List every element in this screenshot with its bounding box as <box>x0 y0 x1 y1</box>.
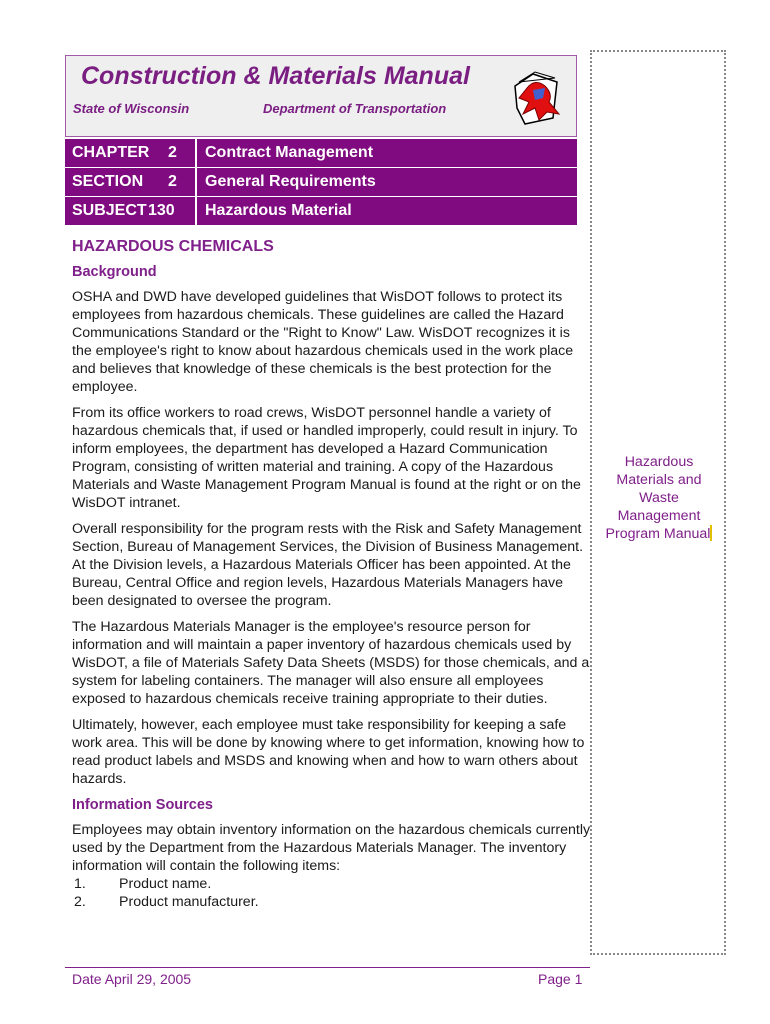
paragraph: Overall responsibility for the program rests with the Risk and Safety Management Section, Bureau of Management Services, the Division of Business Management. At the Division levels, a Hazardous Materials Officer has been appointed. At the Bureau, Central Office and region levels, Hazardous Materials Managers have been designated to oversee the program. <box>72 521 584 609</box>
paragraph: OSHA and DWD have developed guidelines that WisDOT follows to protect its employees from hazardous chemicals. These guidelines are called the Hazard Communications Standard or the "Right to Know" Law. WisDOT recognizes it is the employee's right to know about hazardous chemicals used in the work place and believes that knowledge of these chemicals is the best protection for the employee. <box>72 289 574 395</box>
section-number: 2 <box>168 173 177 190</box>
manual-header <box>65 55 577 137</box>
paragraph: The Hazardous Materials Manager is the employee's resource person for information and will maintain a paper inventory of hazardous chemicals used by WisDOT, a file of Materials Safety Data Sheets (MSDS) for those chemicals, and a system for labeling containers. The manager will also ensure all employees exposed to hazardous chemicals receive training appropriate to their duties. <box>72 619 590 707</box>
inventory-list <box>72 875 592 911</box>
manual-title: Construction & Materials Manual <box>81 62 470 90</box>
section-label: SECTION <box>72 173 144 190</box>
paragraph: Employees may obtain inventory information on the hazardous chemicals currently used by the Department from the Hazardous Materials Manager. The inventory information will contain the following items: <box>72 822 591 874</box>
subheading-background: Background <box>72 264 157 280</box>
main-content <box>72 238 592 911</box>
list-item <box>72 893 592 911</box>
program-manual-link[interactable]: Hazardous Materials and Waste Management Program Manual <box>605 454 711 542</box>
text-cursor <box>710 525 712 541</box>
chapter-row <box>65 139 577 167</box>
footer-page-number: Page 1 <box>538 971 583 987</box>
page-heading: HAZARDOUS CHEMICALS <box>72 238 274 255</box>
subject-row <box>65 197 577 225</box>
chapter-label: CHAPTER <box>72 144 150 161</box>
list-item <box>72 875 592 893</box>
section-row <box>65 168 577 196</box>
list-text: Product manufacturer. <box>119 894 259 910</box>
list-text: Product name. <box>119 876 212 892</box>
chapter-number: 2 <box>168 144 177 161</box>
subheading-information-sources: Information Sources <box>72 797 213 813</box>
subject-title: Hazardous Material <box>205 202 352 219</box>
paragraph: Ultimately, however, each employee must take responsibility for keeping a safe work area. This will be done by knowing where to get information, knowing how to read product labels and MSDS and knowing when and how to warn others about hazards. <box>72 717 585 787</box>
chapter-title: Contract Management <box>205 144 374 161</box>
subject-number: 130 <box>148 202 175 219</box>
chapter-nav <box>65 139 577 226</box>
wisdot-logo-icon <box>505 68 563 128</box>
list-number: 1. <box>74 876 86 892</box>
paragraph: From its office workers to road crews, WisDOT personnel handle a variety of hazardous chemicals that, if used or handled improperly, could result in injury. To inform employees, the department has developed a Hazard Communication Program, consisting of written material and training. A copy of the Hazardous Materials and Waste Management Program Manual is found at the right or on the WisDOT intranet. <box>72 405 581 511</box>
footer-divider <box>65 967 590 968</box>
subject-label: SUBJECT <box>72 202 147 219</box>
list-number: 2. <box>74 894 86 910</box>
footer-date: Date April 29, 2005 <box>72 971 192 987</box>
department-label: Department of Transportation <box>263 101 447 116</box>
state-label: State of Wisconsin <box>73 101 190 116</box>
section-title: General Requirements <box>205 173 376 190</box>
